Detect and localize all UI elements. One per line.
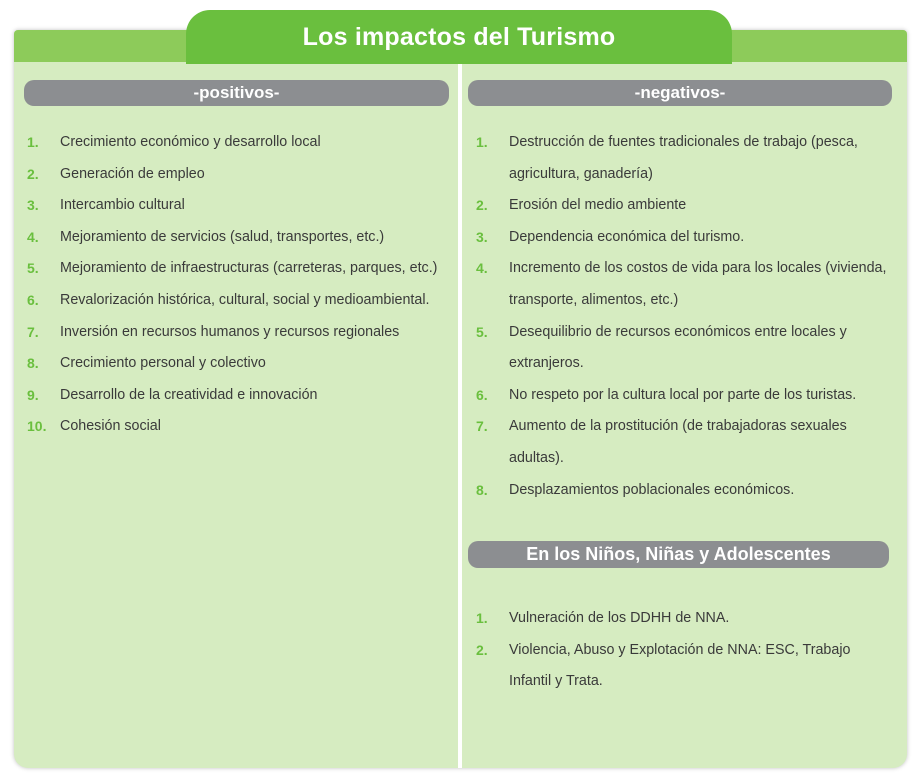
list-item [27,253,442,285]
item-number: 2. [476,641,488,658]
item-text: Mejoramiento de infraestructuras (carreteras, parques, etc.) [60,260,438,277]
item-number: 7. [476,418,488,435]
item-text: Cohesión social [60,418,161,435]
item-number: 8. [476,481,488,498]
item-text: Mejoramiento de servicios (salud, transportes, etc.) [60,228,385,245]
list-item [27,159,442,191]
item-number: 3. [27,197,39,214]
item-number: 10. [27,418,47,435]
negativos-list [476,127,888,506]
item-text: Revalorización histórica, cultural, social y medioambiental. [60,291,430,308]
item-number: 4. [27,228,39,245]
item-number: 1. [476,134,488,150]
nna-list [476,603,888,698]
item-number: 1. [476,610,488,626]
list-item [27,190,442,222]
item-number: 9. [27,386,39,403]
positivos-list [27,127,442,443]
item-number: 7. [27,323,39,340]
list-item [476,411,888,474]
item-text: Desplazamientos poblacionales económicos. [509,481,795,498]
item-number: 1. [27,134,39,150]
item-number: 5. [476,323,488,340]
item-number: 3. [476,228,488,245]
title-tab [186,10,732,64]
list-item [27,127,442,159]
list-item [476,127,888,190]
item-number: 5. [27,260,39,277]
item-text: Desarrollo de la creatividad e innovación [60,386,318,403]
negativos-heading: -negativos- [468,80,892,106]
list-item [27,411,442,443]
nna-heading: En los Niños, Niñas y Adolescentes [468,541,889,568]
item-text: No respeto por la cultura local por parte de los turistas. [509,386,857,403]
item-text: Incremento de los costos de vida para los locales (vivienda, transporte, alimentos, etc.) [509,260,887,308]
item-text: Erosión del medio ambiente [509,197,687,214]
list-item [476,635,888,698]
item-text: Aumento de la prostitución (de trabajadoras sexuales adultas). [509,418,847,466]
item-text: Inversión en recursos humanos y recursos regionales [60,323,400,340]
list-item [27,285,442,317]
item-text: Destrucción de fuentes tradicionales de trabajo (pesca, agricultura, ganadería) [509,134,858,182]
item-text: Intercambio cultural [60,197,185,214]
list-item [27,317,442,349]
item-text: Crecimiento personal y colectivo [60,355,266,372]
list-item [476,222,888,254]
item-number: 8. [27,355,39,372]
positivos-heading: -positivos- [24,80,449,106]
list-item [27,348,442,380]
item-text: Violencia, Abuso y Explotación de NNA: ESC, Trabajo Infantil y Trata. [509,641,851,690]
item-text: Vulneración de los DDHH de NNA. [509,610,730,626]
list-item [27,380,442,412]
item-number: 6. [476,386,488,403]
list-item [476,190,888,222]
list-item [476,603,888,635]
item-text: Generación de empleo [60,165,205,182]
list-item [476,253,888,316]
item-text: Dependencia económica del turismo. [509,228,745,245]
item-number: 2. [476,197,488,214]
item-number: 2. [27,165,39,182]
column-divider [458,62,462,768]
list-item [476,317,888,380]
list-item [476,380,888,412]
page-title: Los impactos del Turismo [302,22,616,51]
list-item [27,222,442,254]
list-item [476,475,888,507]
item-text: Desequilibrio de recursos económicos entre locales y extranjeros. [509,323,847,372]
item-number: 6. [27,291,39,308]
item-number: 4. [476,260,488,277]
item-text: Crecimiento económico y desarrollo local [60,134,321,150]
